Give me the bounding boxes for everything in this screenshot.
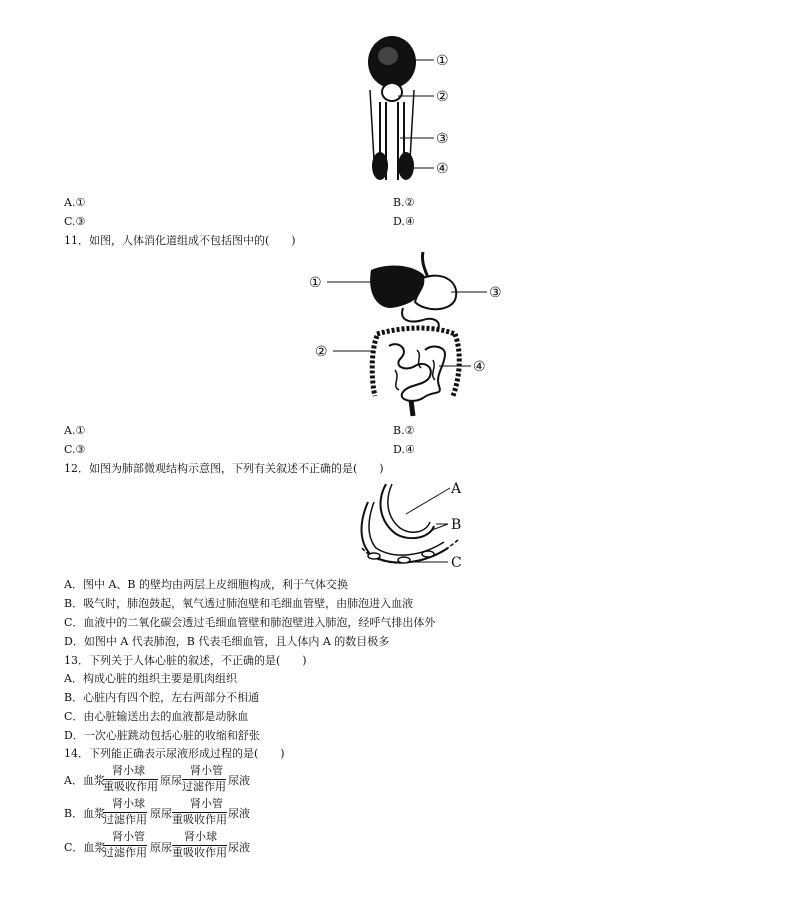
q13-option-c[interactable]: C．由心脏输送出去的血液都是动脉血 xyxy=(64,710,249,723)
q12-label-b: B xyxy=(451,517,462,533)
q10-option-d[interactable]: D.④ xyxy=(393,215,415,228)
q11-option-c[interactable]: C.③ xyxy=(64,443,86,456)
q11-option-a[interactable]: A.① xyxy=(64,424,86,437)
q12-stem: 12．如图为肺部微观结构示意图，下列有关叙述不正确的是( ) xyxy=(64,462,384,475)
q12-label-a: A xyxy=(451,481,462,497)
digestive-system-figure xyxy=(305,250,520,422)
q13-option-a[interactable]: A．构成心脏的组织主要是肌肉组织 xyxy=(64,672,237,685)
q10-option-a[interactable]: A.① xyxy=(64,196,86,209)
q10-label-2: ② xyxy=(436,89,449,105)
q11-option-b[interactable]: B.② xyxy=(393,424,415,437)
q10-option-b[interactable]: B.② xyxy=(393,196,415,209)
q11-label-2: ② xyxy=(315,344,328,360)
q12-option-b[interactable]: B．吸气时，肺泡鼓起，氧气透过肺泡壁和毛细血管壁，由肺泡进入血液 xyxy=(64,597,414,610)
q13-option-b[interactable]: B．心脏内有四个腔，左右两部分不相通 xyxy=(64,691,260,704)
q10-label-1: ① xyxy=(436,53,449,69)
q12-option-a[interactable]: A．图中 A、B 的壁均由两层上皮细胞构成，利于气体交换 xyxy=(64,578,348,591)
alveolus-figure xyxy=(340,478,470,574)
q10-option-c[interactable]: C.③ xyxy=(64,215,86,228)
q11-label-3: ③ xyxy=(489,285,502,301)
q11-option-d[interactable]: D.④ xyxy=(393,443,415,456)
q13-stem: 13．下列关于人体心脏的叙述，不正确的是( ) xyxy=(64,654,307,667)
q11-label-1: ① xyxy=(309,275,322,291)
q14-stem: 14．下列能正确表示尿液形成过程的是( ) xyxy=(64,747,285,760)
q12-option-d[interactable]: D．如图中 A 代表肺泡，B 代表毛细血管，且人体内 A 的数目极多 xyxy=(64,635,390,648)
q11-label-4: ④ xyxy=(473,359,486,375)
q12-option-c[interactable]: C．血液中的二氧化碳会透过毛细血管壁和肺泡壁进入肺泡，经呼气排出体外 xyxy=(64,616,436,629)
q13-option-d[interactable]: D．一次心脏跳动包括心脏的收缩和舒张 xyxy=(64,729,260,742)
q12-label-c: C xyxy=(451,555,462,571)
q10-label-3: ③ xyxy=(436,131,449,147)
q11-stem: 11．如图，人体消化道组成不包括图中的( ) xyxy=(64,234,296,247)
urinary-system-figure xyxy=(340,30,470,190)
q10-label-4: ④ xyxy=(436,161,449,177)
